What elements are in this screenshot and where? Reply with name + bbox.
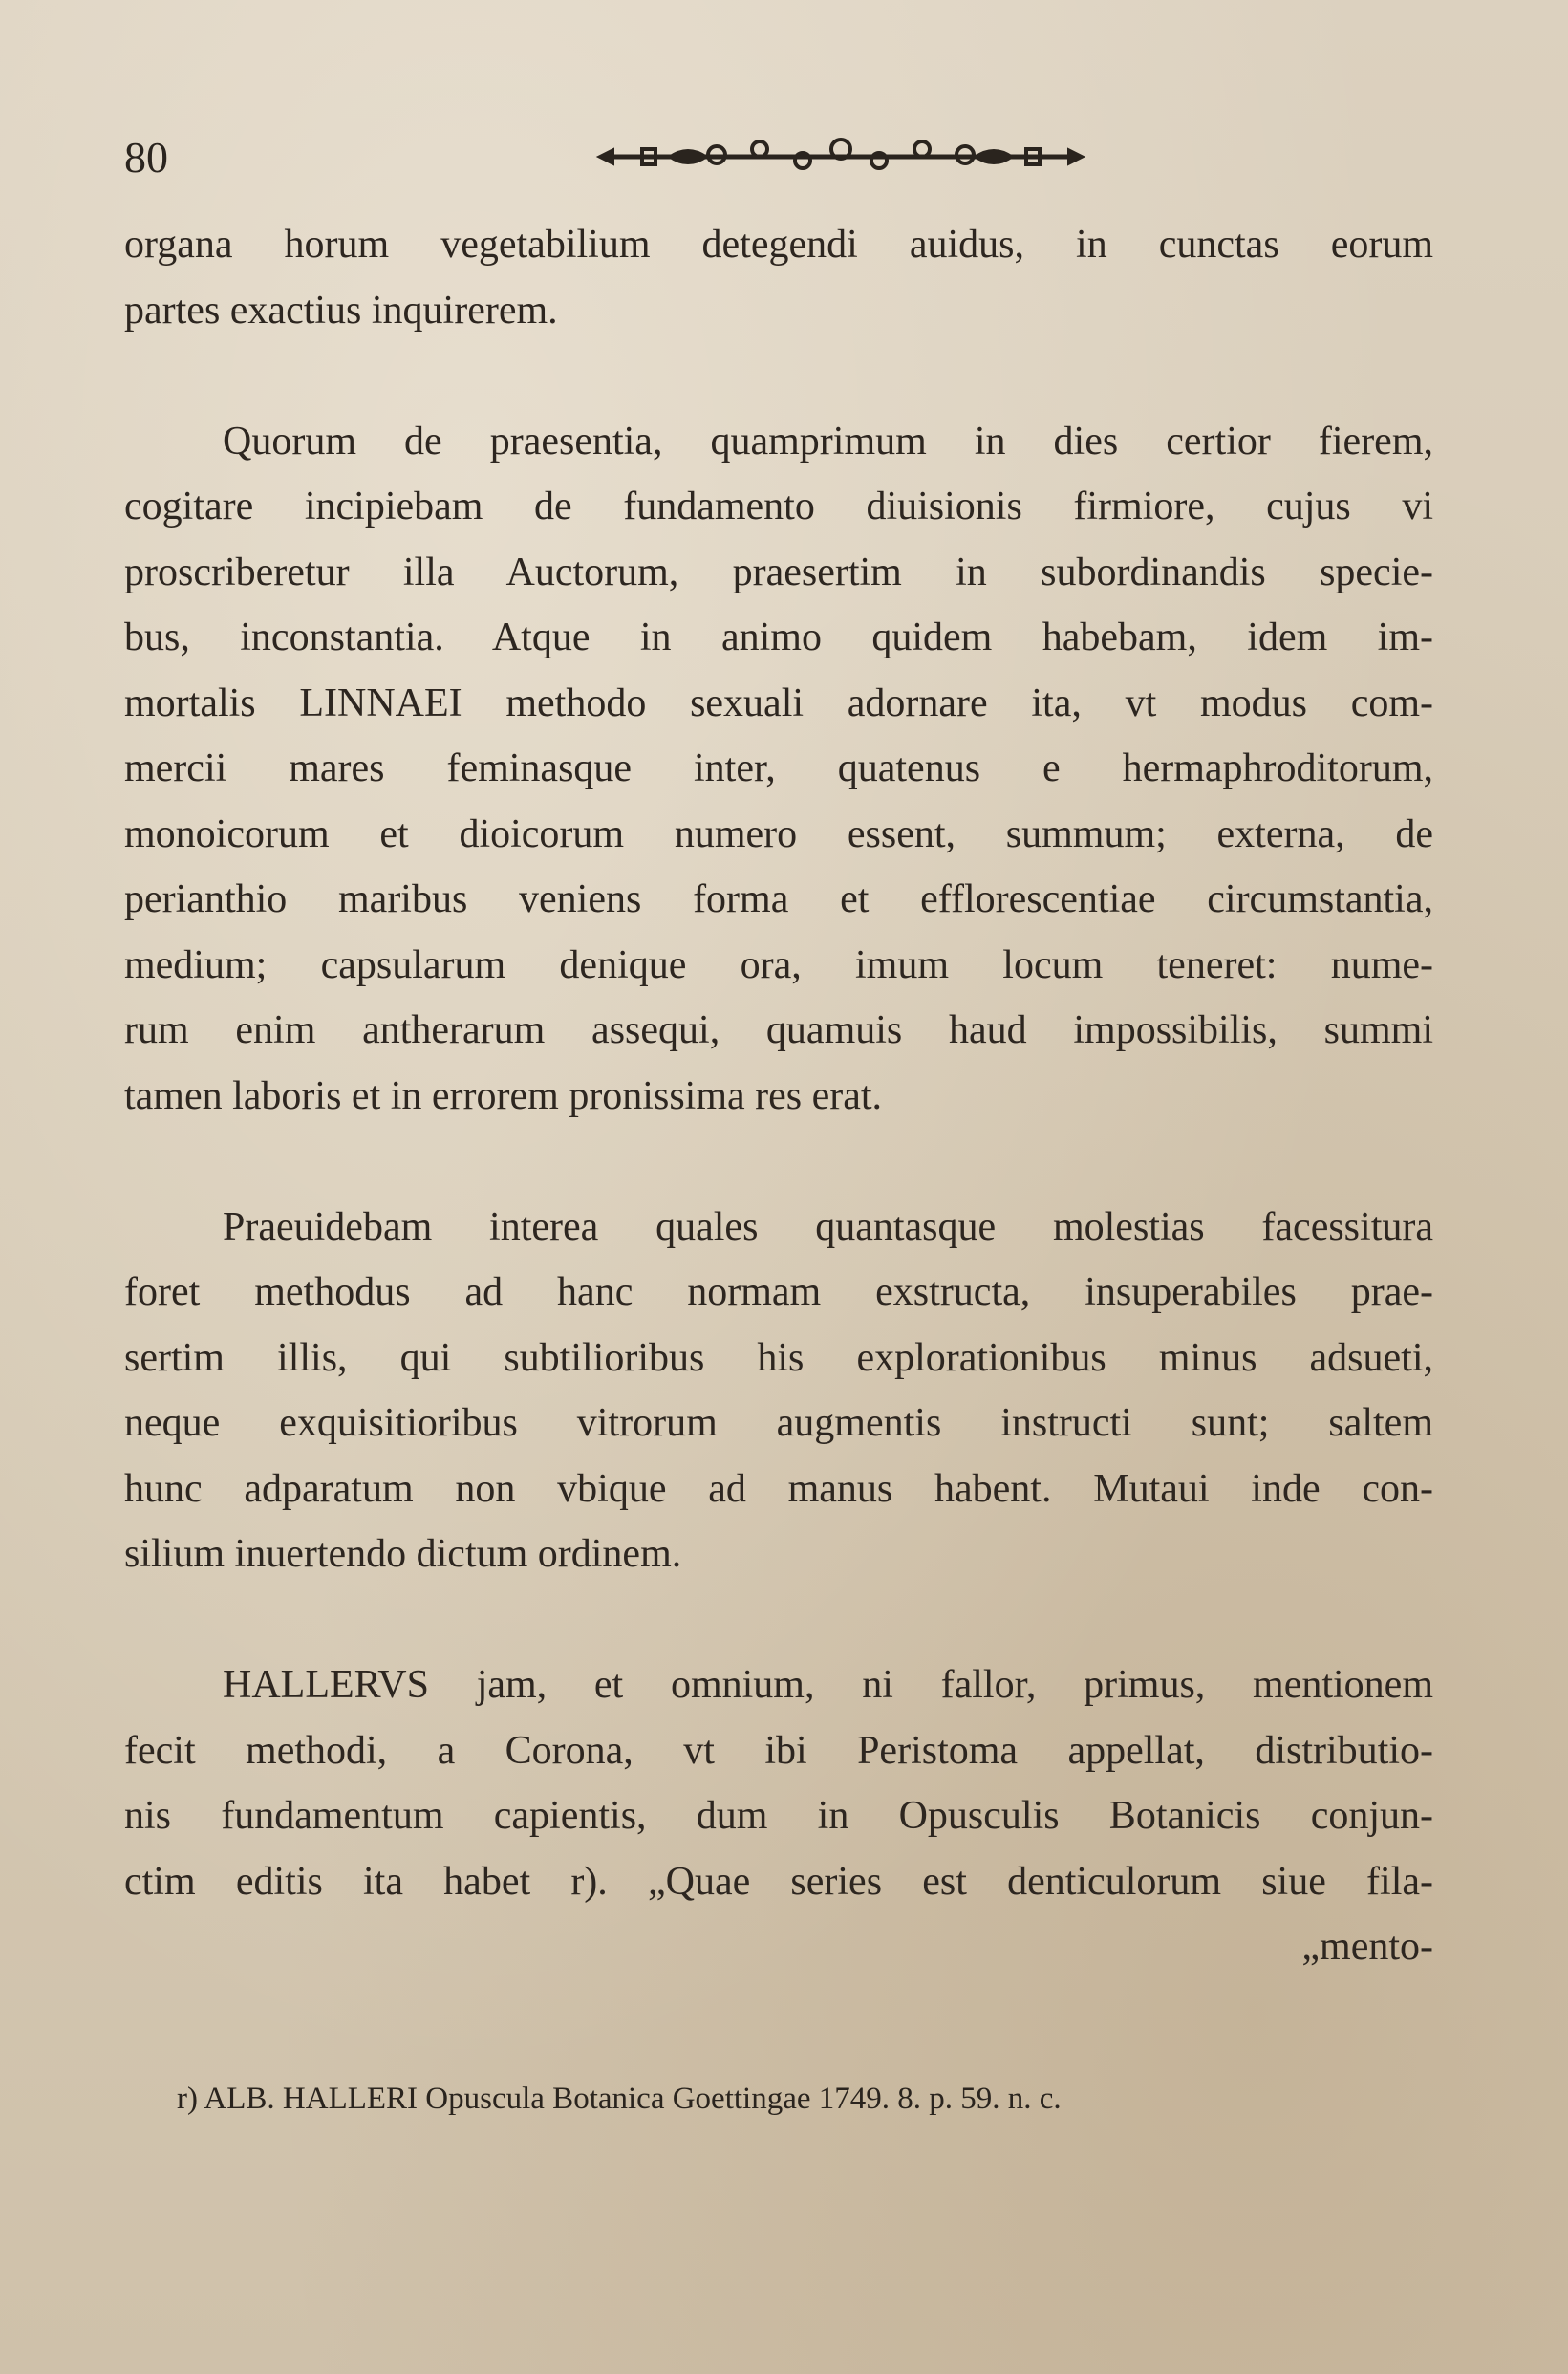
- text-line: Praeuidebam interea quales quantasque molestias facessitura: [223, 1204, 1433, 1249]
- text-line: monoicorum et dioicorum numero essent, summum; externa, de: [124, 811, 1433, 856]
- page-number: 80: [124, 133, 168, 182]
- ornament-icon: [592, 136, 1089, 178]
- text-line: HALLERVS jam, et omnium, ni fallor, primus, mentionem: [223, 1663, 1433, 1707]
- text-line: sertim illis, qui subtilioribus his explorationibus minus adsueti,: [124, 1335, 1433, 1380]
- text-line: Quorum de praesentia, quamprimum in dies certior fierem,: [223, 419, 1433, 464]
- text-line: mercii mares feminasque inter, quatenus e hermaphroditorum,: [124, 746, 1433, 790]
- text-line: cogitare incipiebam de fundamento diuisionis firmiore, cujus vi: [124, 485, 1433, 529]
- text-line: foret methodus ad hanc normam exstructa, insuperabiles prae-: [124, 1270, 1433, 1314]
- text-line: partes exactius inquirerem.: [124, 288, 558, 333]
- text-line: ctim editis ita habet r). „Quae series est denticulorum siue fila-: [124, 1859, 1433, 1904]
- text-line: nis fundamentum capientis, dum in Opusculis Botanicis conjun-: [124, 1794, 1433, 1838]
- text-line: proscriberetur illa Auctorum, praesertim in subordinandis specie-: [124, 550, 1433, 594]
- text-line: rum enim antherarum assequi, quamuis haud impossibilis, summi: [124, 1008, 1433, 1052]
- paragraph: [124, 1195, 1433, 1587]
- text-line: organa horum vegetabilium detegendi auidus, in cunctas eorum: [124, 223, 1433, 267]
- text-line: hunc adparatum non vbique ad manus habent. Mutaui inde con-: [124, 1466, 1433, 1511]
- paragraph: [124, 1652, 1433, 1980]
- text-line: perianthio maribus veniens forma et efflorescentiae circumstantia,: [124, 877, 1433, 921]
- catchword: „mento-: [1301, 1925, 1433, 1969]
- body-text: [124, 212, 1433, 1980]
- text-line: fecit methodi, a Corona, vt ibi Peristoma appellat, distributio-: [124, 1728, 1433, 1773]
- text-line: mortalis LINNAEI methodo sexuali adornare ita, vt modus com-: [124, 680, 1433, 725]
- text-line: tamen laboris et in errorem pronissima res erat.: [124, 1073, 883, 1118]
- text-line: bus, inconstantia. Atque in animo quidem habebam, idem im-: [124, 615, 1433, 659]
- footnote: r) ALB. HALLERI Opuscula Botanica Goettingae 1749. 8. p. 59. n. c.: [177, 2082, 1062, 2116]
- text-line: silium inuertendo dictum ordinem.: [124, 1532, 682, 1576]
- text-line: medium; capsularum denique ora, imum locum teneret: nume-: [124, 942, 1433, 987]
- paragraph: [124, 409, 1433, 1130]
- paragraph: [124, 212, 1433, 343]
- page-header: [124, 124, 1443, 182]
- text-line: neque exquisitioribus vitrorum augmentis instructi sunt; saltem: [124, 1401, 1433, 1445]
